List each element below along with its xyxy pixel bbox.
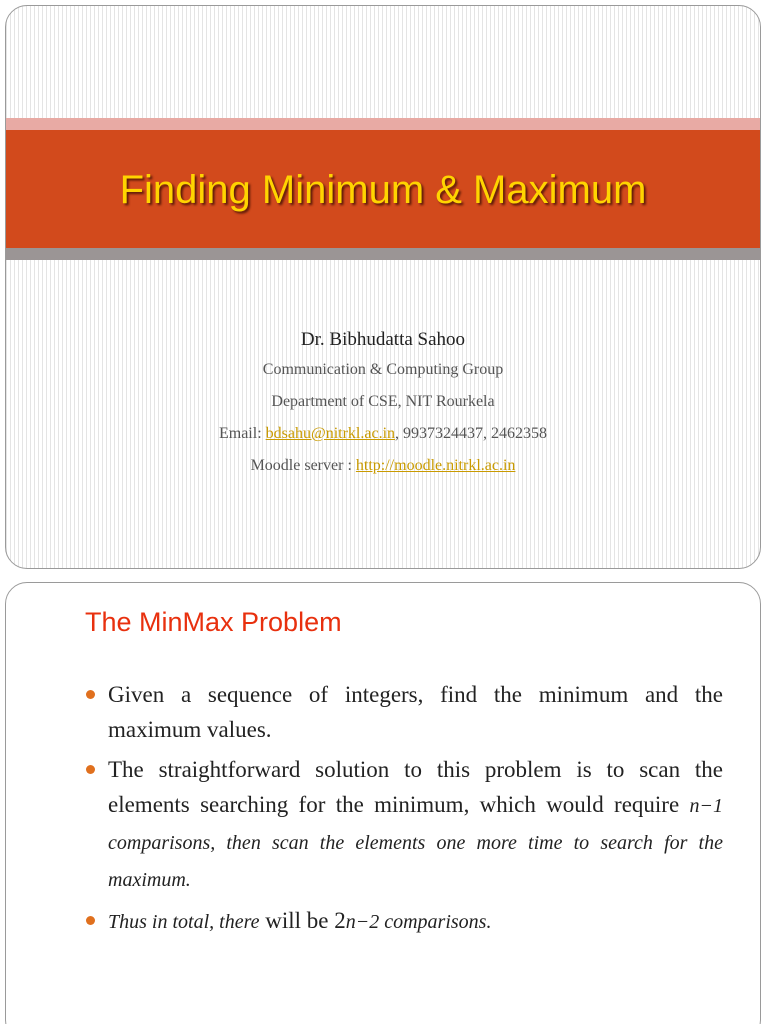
email-link[interactable]: bdsahu@nitrkl.ac.in bbox=[265, 425, 396, 442]
bullet-item bbox=[83, 677, 723, 747]
bullet-dot-icon bbox=[86, 765, 95, 774]
title-slide bbox=[5, 5, 761, 569]
bullet-item bbox=[83, 752, 723, 898]
bullet-dot-icon bbox=[86, 916, 95, 925]
content-slide-title: The MinMax Problem bbox=[85, 607, 342, 637]
title-band-bottom-stripe bbox=[6, 248, 760, 260]
bullet-dot-icon bbox=[86, 690, 95, 699]
slide-title: Finding Minimum & Maximum bbox=[119, 168, 647, 212]
moodle-link[interactable]: http://moodle.nitrkl.ac.in bbox=[355, 457, 516, 474]
title-band-top-stripe bbox=[6, 118, 760, 130]
author-name: Dr. Bibhudatta Sahoo bbox=[300, 329, 466, 350]
contact-line bbox=[6, 418, 760, 450]
bullet-text: will be 2 bbox=[259, 908, 346, 933]
bullet-text: The straightforward solution to this problem is to scan the elements searching for the minimum, which would require bbox=[108, 757, 723, 817]
bullet-item bbox=[83, 903, 723, 940]
department-name: Department of CSE, NIT Rourkela bbox=[271, 393, 495, 410]
moodle-line bbox=[6, 450, 760, 482]
moodle-label: Moodle server : bbox=[250, 457, 356, 474]
bullet-text-italic: Thus in total, there bbox=[108, 911, 260, 933]
group-name: Communication & Computing Group bbox=[262, 361, 504, 378]
bullet-list bbox=[83, 677, 723, 945]
phone-numbers: , 9937324437, 2462358 bbox=[395, 425, 548, 442]
author-block bbox=[6, 326, 760, 482]
content-slide bbox=[5, 582, 761, 1024]
email-label: Email: bbox=[218, 425, 266, 442]
bullet-text-italic: n−1 comparisons, then scan the elements one more time to search for the maximum. bbox=[108, 795, 723, 891]
bullet-text-italic: n−2 comparisons. bbox=[345, 911, 492, 933]
bullet-text: Given a sequence of integers, find the minimum and the maximum values. bbox=[108, 682, 723, 742]
